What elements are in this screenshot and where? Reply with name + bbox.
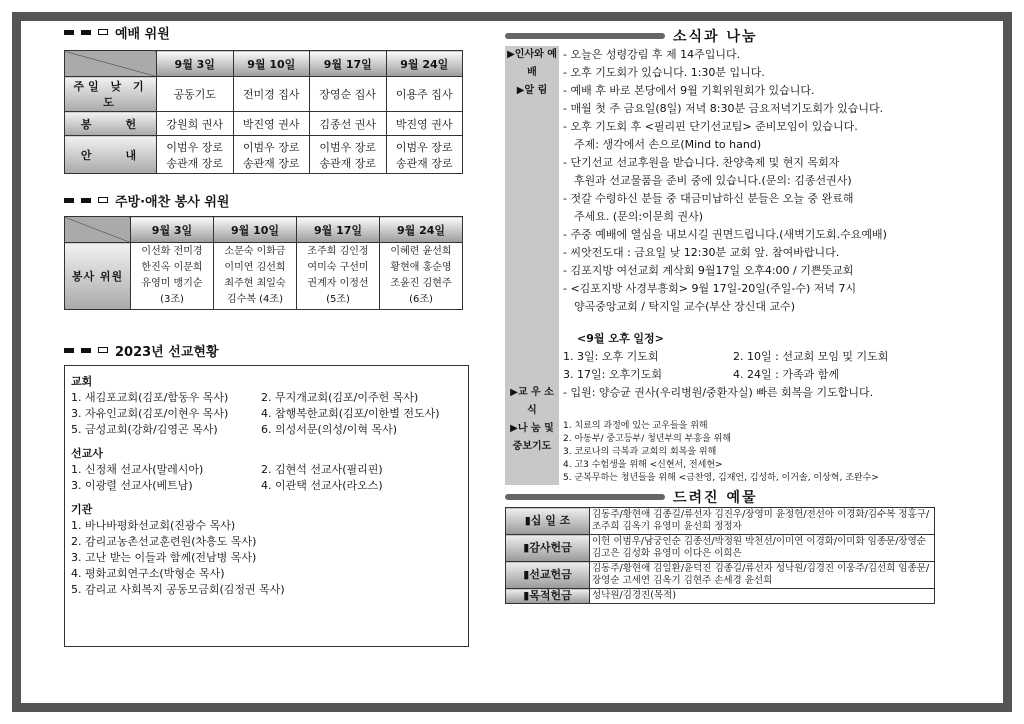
list-row — [71, 406, 462, 422]
list-item: 4. 이관택 선교사(라오스) — [261, 479, 383, 492]
list-item: 3. 고난 받는 이들과 함께(전남병 목사) — [71, 551, 257, 564]
section-heading: 교회 — [71, 375, 93, 388]
table-cell: 이범우 장로 송관재 장로 — [233, 136, 310, 174]
offering-names: 김동주/황현애 김종길/류선자 김진우/장영미 윤정헌/전선아 이경화/김수복 정홍구/조주희 김옥기 유영미 윤선희 정정자 — [590, 508, 935, 535]
list-item: 6. 의성서문(의성/이혁 목사) — [261, 423, 398, 436]
news-line: - 오후 기도회가 있습니다. 1:30분 입니다. — [563, 66, 765, 79]
corner-cell — [65, 51, 157, 77]
schedule-item: 4. 24일 : 가족과 함께 — [733, 368, 839, 381]
table-cell: 이범우 장로 송관재 장로 — [310, 136, 387, 174]
schedule-row — [563, 366, 955, 384]
news-line: - 오후 기도회 후 <필리핀 단기선교팀> 준비모임이 있습니다. — [563, 120, 858, 133]
news-line: - 예배 후 바로 본당에서 9월 기획위원회가 있습니다. — [563, 84, 815, 97]
table-row — [65, 77, 463, 112]
section-heading: 선교사 — [71, 447, 103, 460]
table-cell: 공동기도 — [157, 77, 234, 112]
list-row — [71, 462, 462, 478]
list-row — [71, 478, 462, 494]
table-cell: 박진영 권사 — [386, 112, 463, 136]
news-line: 1. 치료의 과정에 있는 교우들을 위해 — [563, 421, 708, 431]
offering-table — [505, 507, 935, 604]
list-item: 1. 새김포교회(김포/함동우 목사) — [71, 391, 229, 404]
offering-names: 이헌 이범우/남궁인순 김종선/박정원 박천선/이미연 이경화/이미화 임종문/장영순 김고은 김성화 유영미 이다은 이희은 — [590, 535, 935, 562]
news-body — [505, 46, 955, 485]
table-row — [65, 112, 463, 136]
list-item: 1. 바나바평화선교회(진광수 목사) — [71, 519, 236, 532]
news-line: - 젓갈 수령하신 분들 중 대금미납하신 분들은 오늘 중 완료해 — [563, 192, 854, 205]
table-cell: 강원희 권사 — [157, 112, 234, 136]
date-header: 9월 24일 — [386, 51, 463, 77]
news-line: 주제: 생각에서 손으로(Mind to hand) — [563, 138, 762, 151]
news-label: ▶알 림 — [505, 82, 559, 384]
date-header: 9월 3일 — [157, 51, 234, 77]
table-row — [65, 136, 463, 174]
news-line: 후원과 선교물품을 준비 중에 있습니다.(문의: 김종선권사) — [563, 174, 852, 187]
date-header: 9월 24일 — [380, 217, 463, 243]
offering-row — [506, 508, 935, 535]
table-header-row — [65, 217, 463, 243]
schedule-row — [563, 348, 955, 366]
news-line: - 씨앗전도대 : 금요일 낮 12:30분 교회 앞. 참여바랍니다. — [563, 246, 840, 259]
news-line: 5. 군복무하는 청년들을 위해 <금찬영, 김재언, 김성하, 이거솔, 이상혁, 조완수> — [563, 473, 879, 483]
table-cell: 이범우 장로 송관재 장로 — [157, 136, 234, 174]
news-block — [505, 82, 955, 384]
news-line: 양곡중앙교회 / 탁지일 교수(부산 장신대 교수) — [563, 300, 796, 313]
news-line: 3. 코로나의 극복과 교회의 회복을 위해 — [563, 447, 717, 457]
offering-label: ▮감사헌금 — [506, 535, 590, 562]
kitchen-table — [64, 216, 463, 310]
table-row — [65, 243, 463, 310]
news-line: - 주중 예배에 열심을 내보시길 권면드립니다.(새벽기도회.수요예배) — [563, 228, 887, 241]
news-content — [559, 420, 955, 485]
list-item: 4. 평화교회연구소(박형순 목사) — [71, 567, 225, 580]
offering-label: ▮십 일 조 — [506, 508, 590, 535]
table-cell: 김종선 권사 — [310, 112, 387, 136]
news-content — [559, 384, 955, 420]
news-line: - 단기선교 선교후원을 받습니다. 찬양축제 및 현지 목회자 — [563, 156, 840, 169]
worship-title: 예배 위원 — [64, 22, 474, 42]
bullet-icon — [81, 30, 91, 35]
news-line: 2. 아동부/ 중고등부/ 청년부의 부흥을 위해 — [563, 434, 732, 444]
table-cell: 전미경 집사 — [233, 77, 310, 112]
table-cell: 박진영 권사 — [233, 112, 310, 136]
list-row — [71, 422, 462, 438]
list-item: 3. 이광렬 선교사(베트남) — [71, 479, 193, 492]
news-content — [559, 82, 955, 384]
row-label: 봉사 위원 — [65, 243, 131, 310]
list-item: 5. 금성교회(강화/김영곤 목사) — [71, 423, 218, 436]
news-line: - 입원: 양승균 권사(우리병원/중환자실) 빠른 회복을 기도합니다. — [563, 386, 874, 399]
date-header: 9월 10일 — [214, 217, 297, 243]
bullet-icon — [64, 30, 74, 35]
news-line: 주세요. (문의:이문희 권사) — [563, 210, 704, 223]
mission-box — [64, 365, 469, 647]
table-header-row — [65, 51, 463, 77]
schedule-heading: <9월 오후 일정> — [577, 332, 664, 345]
kitchen-title: 주방·애찬 봉사 위원 — [64, 190, 474, 210]
table-cell: 소문숙 이화금 이미연 김선희 최주현 최일숙 김수복 (4조) — [214, 243, 297, 310]
list-item: 2. 감리교농촌선교훈련원(차흥도 목사) — [71, 535, 257, 548]
table-cell: 장영순 집사 — [310, 77, 387, 112]
section-heading: 기관 — [71, 503, 93, 516]
news-line: - 김포지방 여선교회 계삭회 9월17일 오후4:00 / 기쁜뜻교회 — [563, 264, 854, 277]
list-row — [71, 390, 462, 406]
news-label: ▶나 눔 및 중보기도 — [505, 420, 559, 485]
news-block — [505, 46, 955, 82]
corner-cell — [65, 217, 131, 243]
date-header: 9월 17일 — [297, 217, 380, 243]
mission-title: 2023년 선교현황 — [64, 340, 474, 360]
news-label: ▶인사와 예배 — [505, 46, 559, 82]
list-item: 2. 김현석 선교사(필리핀) — [261, 463, 383, 476]
offering-label: ▮선교헌금 — [506, 562, 590, 589]
list-item: 1. 신정채 선교사(말레시아) — [71, 463, 204, 476]
news-line: - 오늘은 성령강림 후 제 14주입니다. — [563, 48, 741, 61]
row-label: 봉 헌 — [65, 112, 157, 136]
news-line: - <김포지방 사경부흥회> 9월 17일-20일(주일-수) 저녁 7시 — [563, 282, 857, 295]
list-item: 5. 감리교 사회복지 공동모금회(김정권 목사) — [71, 583, 285, 596]
schedule-item: 3. 17일: 오후기도회 — [563, 368, 662, 381]
news-header: 소식과 나눔 — [505, 26, 955, 46]
news-block — [505, 420, 955, 485]
row-label: 안 내 — [65, 136, 157, 174]
list-item: 4. 참행복한교회(김포/이한별 전도사) — [261, 407, 440, 420]
schedule-item: 1. 3일: 오후 기도회 — [563, 350, 659, 363]
table-cell: 이용주 집사 — [386, 77, 463, 112]
offering-row — [506, 589, 935, 604]
list-item: 3. 자유인교회(김포/이현우 목사) — [71, 407, 229, 420]
left-column — [64, 22, 474, 647]
news-line: 4. 고3 수험생을 위해 <신현서, 전세현> — [563, 460, 723, 470]
news-content — [559, 46, 955, 82]
news-label: ▶교 우 소 식 — [505, 384, 559, 420]
offering-names: 김동주/황현애 김일환/윤덕진 김종길/류선자 성낙원/김경진 이웅주/김선희 임종문/장영순 고세연 김옥기 김현주 손세경 윤선희 — [590, 562, 935, 589]
bullet-icon — [98, 29, 108, 35]
right-column — [505, 26, 955, 604]
news-line: - 매월 첫 주 금요일(8일) 저녁 8:30분 금요저녁기도회가 있습니다. — [563, 102, 884, 115]
date-header: 9월 17일 — [310, 51, 387, 77]
offering-names: 성낙원/김경진(목적) — [590, 589, 935, 604]
row-label: 주일 낮 기도 — [65, 77, 157, 112]
offering-row — [506, 562, 935, 589]
news-block — [505, 384, 955, 420]
list-item: 2. 무지개교회(김포/이주헌 목사) — [261, 391, 419, 404]
table-cell: 이범우 장로 송관재 장로 — [386, 136, 463, 174]
date-header: 9월 3일 — [131, 217, 214, 243]
table-cell: 이혜련 윤선희 황현애 홍순영 조윤진 김현주 (6조) — [380, 243, 463, 310]
offering-header: 드려진 예물 — [505, 487, 955, 507]
offering-row — [506, 535, 935, 562]
offering-label: ▮목적헌금 — [506, 589, 590, 604]
worship-table — [64, 50, 463, 174]
table-cell: 조주희 김인정 여미숙 구선미 권계자 이정선 (5조) — [297, 243, 380, 310]
schedule-item: 2. 10일 : 선교회 모임 및 기도회 — [733, 350, 889, 363]
date-header: 9월 10일 — [233, 51, 310, 77]
table-cell: 이선화 전미경 한진옥 이문희 유영미 맹기순 (3조) — [131, 243, 214, 310]
